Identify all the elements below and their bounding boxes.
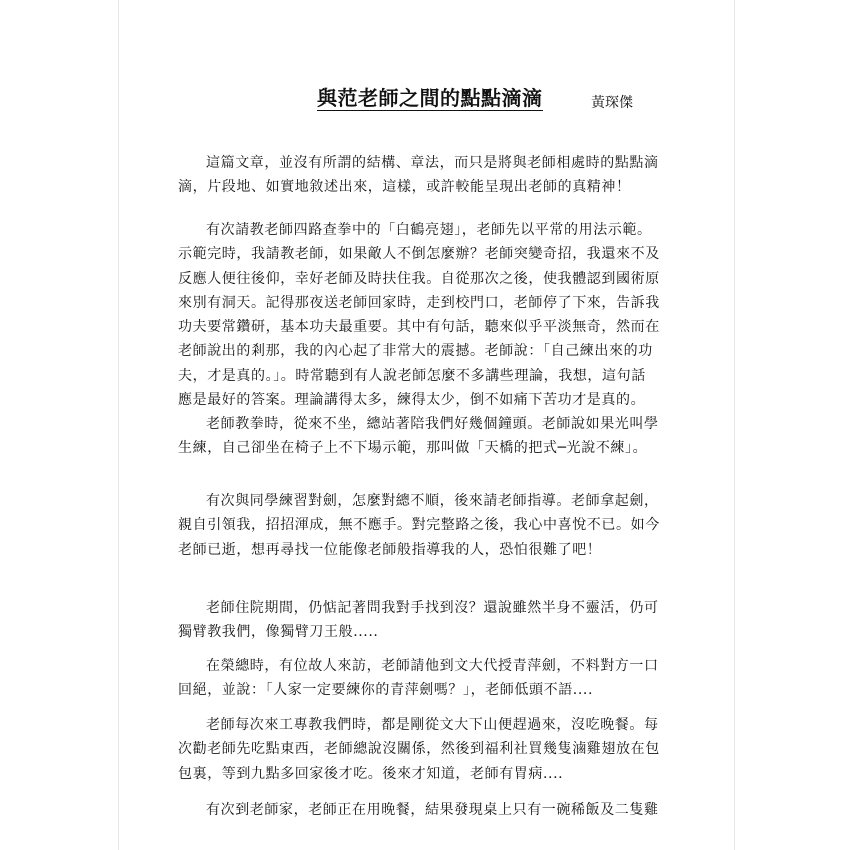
paragraph-line: 獨臂教我們，像獨臂刀王般..... xyxy=(178,624,379,641)
paragraph-1 xyxy=(178,151,668,200)
paragraph-line: 包裏，等到九點多回家後才吃。後來才知道，老師有胃病.... xyxy=(178,765,564,782)
paragraph-6 xyxy=(178,654,668,703)
paragraph-line: 親自引領我，招招渾成，無不應手。對完整路之後，我心中喜悅不已。如今 xyxy=(178,517,660,534)
paragraph-line: 示範完時，我請教老師，如果敵人不倒怎麼辦？老師突變奇招，我還來不及 xyxy=(178,246,660,263)
paragraph-line: 老師每次來工專教我們時，都是剛從文大下山便趕過來，沒吃晚餐。每 xyxy=(206,717,659,733)
paragraph-8 xyxy=(178,798,668,822)
paragraph-4 xyxy=(178,489,668,562)
paragraph-line: 在榮總時，有位故人來訪，老師請他到文大代授青萍劍，不料對方一口 xyxy=(206,658,659,674)
paragraph-line: 老師已逝，想再尋找一位能像老師般指導我的人，恐怕很難了吧！ xyxy=(178,541,602,558)
paragraph-line: 功夫要常鑽研，基本功夫最重要。其中有句話，聽來似乎平淡無奇，然而在 xyxy=(178,319,660,336)
paragraph-line: 老師說出的剎那，我的內心起了非常大的震撼。老師說：「自己練出來的功 xyxy=(178,343,653,360)
paragraph-line: 來別有洞天。記得那夜送老師回家時，走到校門口，老師停了下來，告訴我 xyxy=(178,294,660,311)
paragraph-line: 有次請教老師四路查拳中的「白鶴亮翅」，老師先以平常的用法示範。 xyxy=(206,222,652,238)
paragraph-line: 老師教拳時，從來不坐，總站著陪我們好幾個鐘頭。老師說如果光叫學 xyxy=(206,416,659,432)
paragraph-2 xyxy=(178,218,668,412)
paragraph-line: 回絕，並說：「人家一定要練你的青萍劍嗎？」，老師低頭不語.... xyxy=(178,682,593,699)
paragraph-line: 有次與同學練習對劍，怎麼對總不順，後來請老師指導。老師拿起劍， xyxy=(206,493,659,509)
paragraph-line: 老師住院期間，仍惦記著問我對手找到沒？還說雖然半身不靈活，仍可 xyxy=(206,600,659,616)
paragraph-line: 這篇文章，並沒有所謂的結構、章法，而只是將與老師相處時的點點滴 xyxy=(206,155,659,171)
paragraph-7 xyxy=(178,713,668,786)
paragraph-line: 有次到老師家，老師正在用晚餐，結果發現桌上只有一碗稀飯及二隻雞 xyxy=(206,802,659,818)
paragraph-line: 反應人便往後仰，幸好老師及時扶住我。自從那次之後，使我體認到國術原 xyxy=(178,270,660,287)
paragraph-line: 夫，才是真的。」。時常聽到有人說老師怎麼不多講些理論，我想，這句話 xyxy=(178,367,646,384)
paragraph-line: 生練，自己卻坐在椅子上不下場示範，那叫做「天橋的把式─光說不練」。 xyxy=(178,440,648,457)
paragraph-line: 次勸老師先吃點東西，老師總說沒關係，然後到福利社買幾隻滷雞翅放在包 xyxy=(178,741,660,758)
paragraph-5 xyxy=(178,596,668,645)
paragraph-line: 滴，片段地、如實地敘述出來，這樣，或許較能呈現出老師的真精神！ xyxy=(178,179,631,196)
paragraph-line: 應是最好的答案。理論講得太多，練得太少，倒不如痛下苦功才是真的。 xyxy=(178,392,646,409)
paragraph-3 xyxy=(178,412,668,461)
document-title: 與范老師之間的點點滴滴 xyxy=(317,86,543,110)
author-name: 黃琛傑 xyxy=(591,95,633,111)
